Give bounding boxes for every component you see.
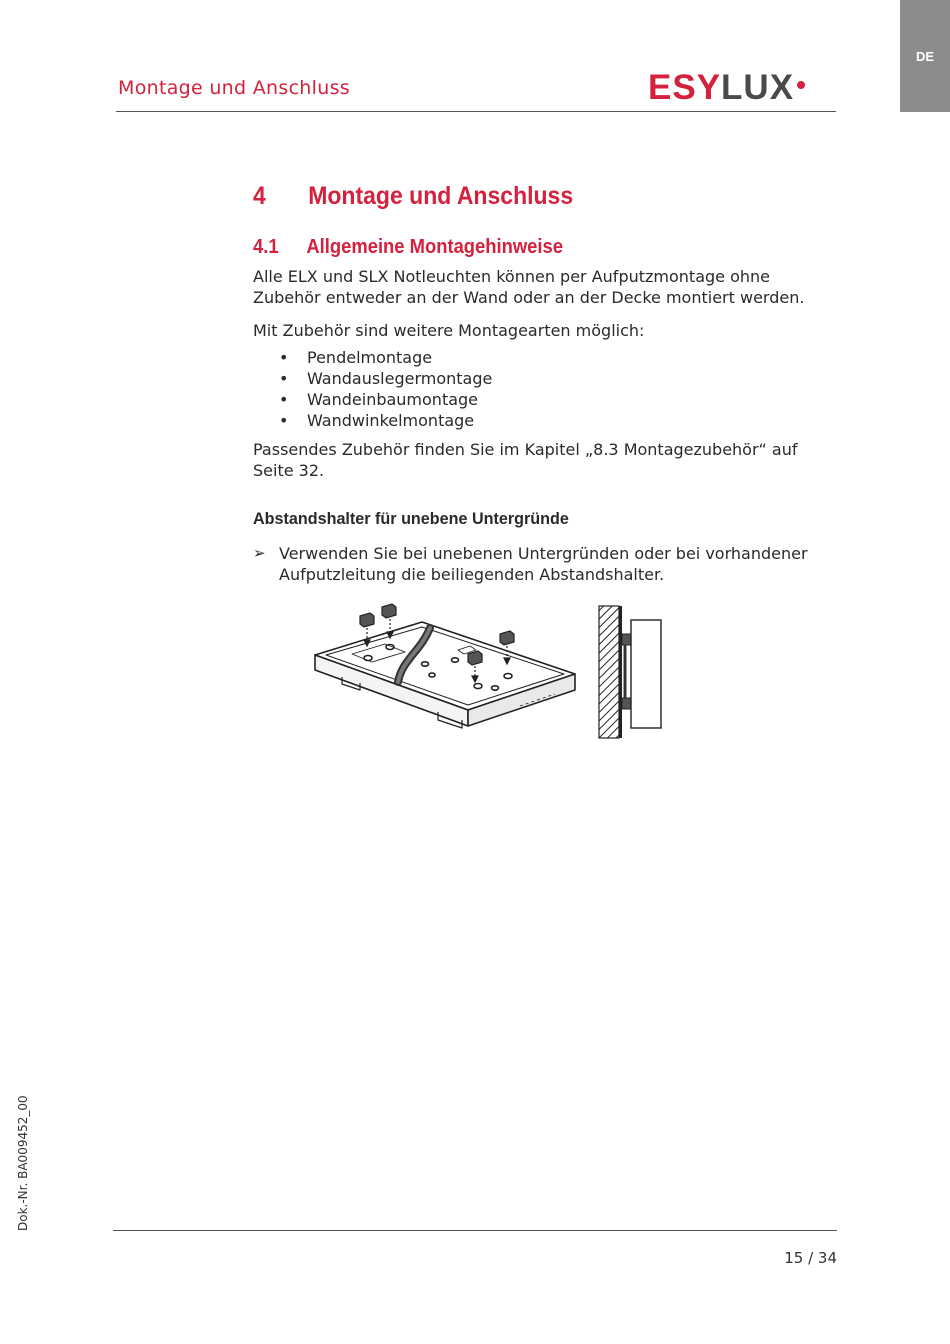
list-item: • Wandwinkelmontage (253, 410, 831, 431)
bullet-icon: • (279, 411, 289, 430)
mounting-types-list (253, 347, 831, 431)
logo-text-gray: LUX (721, 68, 795, 107)
section-heading (253, 176, 785, 216)
logo-dot-icon (797, 81, 805, 89)
spacer-heading: Abstandshalter für unebene Untergründe (253, 509, 569, 528)
language-tab (900, 0, 950, 112)
bullet-icon: • (279, 348, 289, 367)
section-number: 4 (253, 182, 266, 210)
bullet-icon: • (279, 390, 289, 409)
spacer-mounting-illustration (310, 602, 680, 762)
subsection-title: Allgemeine Montagehinweise (306, 236, 563, 258)
reference-paragraph: Passendes Zubehör finden Sie im Kapitel „8.3 Montagezubehör“ auf Seite 32. (253, 440, 798, 480)
header-divider (116, 111, 836, 112)
list-item: • Pendelmontage (253, 347, 831, 368)
document-number: Dok.-Nr. BA009452_00 (16, 1095, 30, 1231)
logo-text-red: ESY (648, 68, 722, 107)
esylux-logo (648, 68, 805, 108)
bullet-icon: • (279, 369, 289, 388)
wall-side-view-drawing (599, 606, 661, 738)
language-label: DE (915, 49, 935, 64)
footer-divider (113, 1230, 837, 1231)
subsection-number: 4.1 (253, 236, 279, 258)
accessory-intro-paragraph: Mit Zubehör sind weitere Montagearten möglich: (253, 321, 645, 340)
list-item: • Wandeinbaumontage (253, 389, 831, 410)
intro-paragraph: Alle ELX und SLX Notleuchten können per Aufputzmontage ohne Zubehör entweder an der Wand oder an der Decke montiert werden. (253, 267, 805, 307)
luminaire-base-drawing (315, 622, 575, 728)
arrow-bullet-icon: ➢ (253, 544, 266, 562)
list-item: • Wandauslegermontage (253, 368, 831, 389)
subsection-heading (253, 232, 785, 262)
instruction-text: Verwenden Sie bei unebenen Untergründen oder bei vorhandener Aufputzleitung die beiliegenden Abstandshalter. (279, 544, 808, 584)
instruction-step (253, 543, 831, 585)
header-title: Montage und Anschluss (118, 77, 350, 99)
main-content (253, 176, 831, 585)
section-title: Montage und Anschluss (308, 182, 574, 210)
page-number: 15 / 34 (784, 1249, 837, 1267)
